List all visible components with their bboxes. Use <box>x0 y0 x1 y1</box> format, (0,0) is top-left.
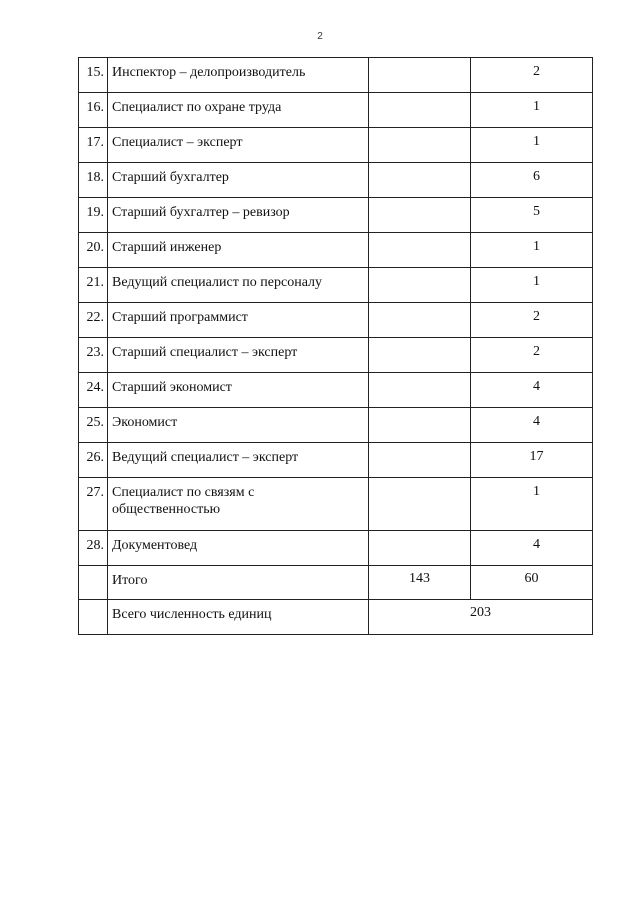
row-number: 26. <box>79 443 108 478</box>
position-name: Старший специалист – эксперт <box>108 338 369 373</box>
table-row <box>79 338 593 373</box>
position-name: Специалист по связям с общественностью <box>108 478 369 531</box>
table-row <box>79 93 593 128</box>
row-number: 19. <box>79 198 108 233</box>
count-column-b: 1 <box>471 268 593 303</box>
row-number: 21. <box>79 268 108 303</box>
row-number: 18. <box>79 163 108 198</box>
row-number: 15. <box>79 58 108 93</box>
count-column-a <box>369 408 471 443</box>
count-column-b: 4 <box>471 531 593 566</box>
count-column-b: 17 <box>471 443 593 478</box>
count-column-b: 1 <box>471 128 593 163</box>
position-name: Документовед <box>108 531 369 566</box>
position-name: Инспектор – делопроизводитель <box>108 58 369 93</box>
table-row <box>79 163 593 198</box>
grand-total-label: Всего численность единиц <box>108 600 369 635</box>
position-name: Старший экономист <box>108 373 369 408</box>
table-row <box>79 443 593 478</box>
count-column-a <box>369 268 471 303</box>
count-column-a <box>369 338 471 373</box>
position-name: Старший бухгалтер <box>108 163 369 198</box>
table-row <box>79 268 593 303</box>
grand-total-value: 203 <box>369 600 593 635</box>
row-number: 16. <box>79 93 108 128</box>
count-column-a <box>369 531 471 566</box>
total-row <box>79 566 593 600</box>
grand-total-row <box>79 600 593 635</box>
count-column-b: 5 <box>471 198 593 233</box>
position-name: Ведущий специалист – эксперт <box>108 443 369 478</box>
row-number: 22. <box>79 303 108 338</box>
position-name: Старший бухгалтер – ревизор <box>108 198 369 233</box>
count-column-a <box>369 478 471 531</box>
row-number: 17. <box>79 128 108 163</box>
table-row <box>79 303 593 338</box>
position-name: Старший инженер <box>108 233 369 268</box>
row-number: 25. <box>79 408 108 443</box>
table-row <box>79 408 593 443</box>
table-row <box>79 373 593 408</box>
table-row <box>79 478 593 531</box>
count-column-a <box>369 303 471 338</box>
count-column-b: 4 <box>471 408 593 443</box>
empty-cell <box>79 566 108 600</box>
table-row <box>79 531 593 566</box>
count-column-b: 4 <box>471 373 593 408</box>
position-name: Специалист – эксперт <box>108 128 369 163</box>
table-row <box>79 58 593 93</box>
count-column-a <box>369 93 471 128</box>
row-number: 24. <box>79 373 108 408</box>
count-column-a <box>369 443 471 478</box>
count-column-a <box>369 58 471 93</box>
count-column-b: 2 <box>471 58 593 93</box>
page-number: 2 <box>317 31 323 42</box>
position-name: Ведущий специалист по персоналу <box>108 268 369 303</box>
count-column-a <box>369 163 471 198</box>
total-column-b: 60 <box>471 566 593 600</box>
row-number: 20. <box>79 233 108 268</box>
count-column-a <box>369 198 471 233</box>
table-row <box>79 128 593 163</box>
table-row <box>79 233 593 268</box>
total-label: Итого <box>108 566 369 600</box>
staff-table <box>78 57 593 635</box>
count-column-a <box>369 128 471 163</box>
count-column-b: 1 <box>471 478 593 531</box>
position-name: Старший программист <box>108 303 369 338</box>
row-number: 28. <box>79 531 108 566</box>
count-column-b: 6 <box>471 163 593 198</box>
total-column-a: 143 <box>369 566 471 600</box>
position-name: Экономист <box>108 408 369 443</box>
count-column-b: 1 <box>471 93 593 128</box>
count-column-a <box>369 373 471 408</box>
table-row <box>79 198 593 233</box>
count-column-b: 1 <box>471 233 593 268</box>
row-number: 27. <box>79 478 108 531</box>
count-column-b: 2 <box>471 303 593 338</box>
position-name: Специалист по охране труда <box>108 93 369 128</box>
empty-cell <box>79 600 108 635</box>
row-number: 23. <box>79 338 108 373</box>
count-column-b: 2 <box>471 338 593 373</box>
count-column-a <box>369 233 471 268</box>
